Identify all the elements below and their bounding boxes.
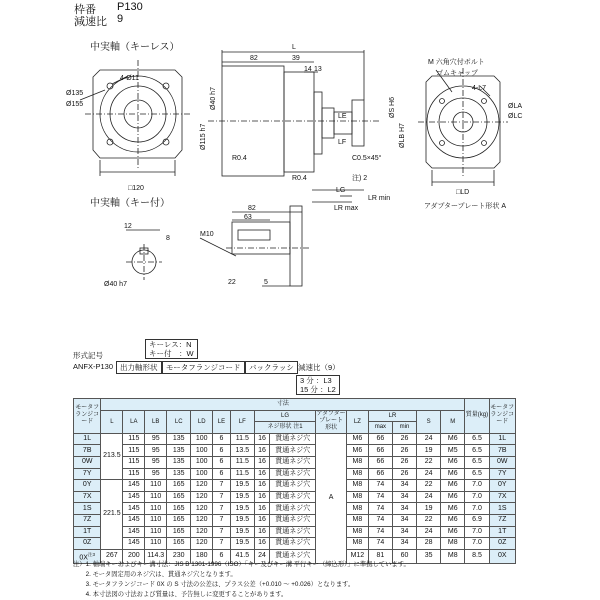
table-cell: M6	[441, 480, 465, 492]
table-cell: 1S	[489, 503, 515, 515]
table-cell: 貫通ネジ穴	[270, 445, 316, 457]
table-cell: M6	[441, 456, 465, 468]
dim-la: ØLA	[508, 103, 523, 110]
th-LE: LE	[213, 410, 231, 433]
table-cell: 22	[417, 480, 441, 492]
table-row	[74, 538, 516, 550]
table-cell: M12	[346, 549, 368, 563]
table-cell: 221.5	[101, 480, 123, 550]
table-row	[74, 433, 516, 445]
table-cell: 115	[123, 433, 145, 445]
table-cell: 120	[191, 503, 213, 515]
table-cell: 115	[123, 456, 145, 468]
table-cell: 0W	[489, 456, 515, 468]
dim-gomcap: ゴムキャップ	[436, 70, 478, 77]
table-cell: M5	[441, 445, 465, 457]
table-cell: 100	[191, 445, 213, 457]
table-cell: 7Z	[489, 514, 515, 526]
table-cell: 74	[368, 538, 392, 550]
table-cell: 120	[191, 538, 213, 550]
table-cell: M6	[441, 503, 465, 515]
table-cell: 165	[167, 526, 191, 538]
table-cell: 19.5	[230, 503, 254, 515]
section-keyed-title: 中実軸（キー付）	[90, 198, 170, 209]
table-cell: 100	[191, 468, 213, 480]
table-cell: 110	[145, 503, 167, 515]
table-cell: 22	[417, 456, 441, 468]
th-max: max	[368, 422, 392, 434]
note-1: 注）1. 軸端キーおよびキー溝寸法：JIS B 1301-1996（ISO）「キー及びキー溝 平行キー（締込形）」に準拠しています。	[73, 561, 410, 568]
table-cell: 16	[254, 514, 269, 526]
dim-d135: Ø135	[66, 90, 84, 97]
table-row	[74, 514, 516, 526]
table-cell: 34	[392, 491, 416, 503]
th-mass: 質量(kg)	[465, 399, 489, 434]
table-cell: 16	[254, 433, 269, 445]
table-cell: M8	[346, 480, 368, 492]
dim-12: 12	[124, 223, 132, 230]
section-keyless-title: 中実軸（キーレス）	[90, 42, 180, 53]
dim-d155: Ø155	[66, 101, 84, 108]
dim-lc: ØLC	[508, 113, 523, 120]
table-cell: 26	[392, 445, 416, 457]
table-cell: 6.5	[465, 433, 489, 445]
table-cell: 200	[123, 549, 145, 563]
table-cell: 100	[191, 456, 213, 468]
table-cell: 66	[368, 445, 392, 457]
table-cell: M6	[441, 433, 465, 445]
table-row	[74, 503, 516, 515]
table-cell: 180	[191, 549, 213, 563]
table-cell: 26	[392, 468, 416, 480]
th-LF: LF	[230, 410, 254, 433]
table-cell: 35	[417, 549, 441, 563]
th-M: M	[441, 410, 465, 433]
table-cell: 6	[213, 456, 231, 468]
model-label: 形式記号	[73, 351, 103, 360]
table-cell: 165	[167, 503, 191, 515]
ratio-value: 9	[117, 13, 124, 25]
table-cell: 7.0	[465, 480, 489, 492]
table-cell: 16	[254, 456, 269, 468]
th-LB: LB	[145, 410, 167, 433]
table-cell: 13.5	[230, 445, 254, 457]
table-cell: 120	[191, 526, 213, 538]
dim-lg: LG	[336, 187, 346, 194]
table-cell: M8	[346, 526, 368, 538]
table-cell: 95	[145, 433, 167, 445]
dim-lrmin: LR min	[368, 195, 391, 202]
table-cell: 41.5	[230, 549, 254, 563]
table-cell: 145	[123, 503, 145, 515]
table-cell: 165	[167, 480, 191, 492]
table-cell: 7X	[489, 491, 515, 503]
dim-22: 22	[228, 279, 236, 286]
th-adapter: アダプタープレート形状	[316, 410, 347, 433]
table-cell: 95	[145, 456, 167, 468]
table-cell: 7Y	[74, 468, 101, 480]
table-cell: 135	[167, 468, 191, 480]
shaft-end-view	[126, 230, 162, 280]
table-cell: 19.5	[230, 514, 254, 526]
motor-flange-view	[418, 68, 508, 186]
dim-14: 14	[304, 66, 312, 73]
table-cell: 19	[417, 445, 441, 457]
table-cell: 165	[167, 491, 191, 503]
dim-82b: 82	[248, 205, 256, 212]
table-cell: 165	[167, 538, 191, 550]
table-cell: 19.5	[230, 480, 254, 492]
table-cell: 145	[123, 491, 145, 503]
table-cell: M8	[346, 468, 368, 480]
table-cell: 34	[392, 514, 416, 526]
frame-value: P130	[117, 1, 143, 13]
table-cell: 1L	[489, 433, 515, 445]
table-cell: 貫通ネジ穴	[270, 549, 316, 563]
table-cell: 6.5	[465, 445, 489, 457]
table-cell: 110	[145, 538, 167, 550]
th-LC: LC	[167, 410, 191, 433]
note-2: 2. モータ固定用のネジ穴は、貫通ネジ穴となります。	[73, 571, 237, 578]
th-LG: LG	[254, 410, 315, 422]
table-cell: M8	[346, 503, 368, 515]
table-cell: 19.5	[230, 526, 254, 538]
table-cell: 145	[123, 480, 145, 492]
table-cell: 81	[368, 549, 392, 563]
dim-ld: □LD	[456, 189, 470, 196]
dim-d40: Ø40 h7	[210, 87, 217, 110]
table-cell: 16	[254, 538, 269, 550]
spec-table	[73, 398, 516, 564]
table-cell: 95	[145, 468, 167, 480]
table-cell: M6	[441, 526, 465, 538]
shaft-side-view	[200, 206, 310, 286]
dim-82: 82	[250, 55, 258, 62]
dim-s: ØS H6	[389, 96, 396, 118]
table-cell: 145	[123, 538, 145, 550]
table-cell: 145	[123, 514, 145, 526]
table-cell: 22	[417, 514, 441, 526]
table-cell: 26	[392, 433, 416, 445]
table-cell: 28	[417, 538, 441, 550]
table-cell: 24	[417, 526, 441, 538]
table-cell: 0Z	[74, 538, 101, 550]
table-cell: 74	[368, 491, 392, 503]
table-cell: 16	[254, 480, 269, 492]
table-cell: 6	[213, 445, 231, 457]
table-cell: 115	[123, 445, 145, 457]
dim-lf: LF	[338, 139, 347, 146]
table-cell: M6	[346, 433, 368, 445]
table-cell: 74	[368, 514, 392, 526]
table-cell: M8	[441, 538, 465, 550]
table-cell: 100	[191, 433, 213, 445]
table-cell: 8.5	[465, 549, 489, 563]
table-cell: 19.5	[230, 491, 254, 503]
note-4: 4. 本寸法図の寸法および質量は、予告無しに変更することがあります。	[73, 591, 288, 598]
th-LR: LR	[368, 410, 416, 422]
dim-L: L	[292, 44, 296, 51]
dim-lb: ØLB H7	[399, 123, 406, 148]
table-cell: 1T	[489, 526, 515, 538]
table-cell: 6	[213, 549, 231, 563]
dim-l7: 4-L7	[472, 85, 487, 92]
table-cell: 0Z	[489, 538, 515, 550]
table-cell: 74	[368, 526, 392, 538]
table-cell: 貫通ネジ穴	[270, 491, 316, 503]
table-cell: 74	[368, 480, 392, 492]
frame-label: 枠番	[74, 4, 96, 16]
table-cell: 114.3	[145, 549, 167, 563]
model-ratio: 減速比（9）	[298, 363, 340, 372]
dim-sq120: □120	[128, 185, 144, 192]
table-cell: 115	[123, 468, 145, 480]
table-cell: 66	[368, 456, 392, 468]
table-cell: 7	[213, 538, 231, 550]
table-cell: M6	[346, 445, 368, 457]
code-value: 0X	[79, 554, 88, 562]
table-cell: 6.5	[465, 468, 489, 480]
dim-39: 39	[292, 55, 300, 62]
table-row	[74, 456, 516, 468]
table-cell: A	[316, 433, 347, 563]
table-cell: M6	[441, 468, 465, 480]
table-cell: 7B	[489, 445, 515, 457]
table-cell: M8	[346, 456, 368, 468]
table-cell: 213.5	[101, 433, 123, 479]
table-cell: 6	[213, 468, 231, 480]
table-cell: 24	[254, 549, 269, 563]
table-row	[74, 480, 516, 492]
th-S: S	[417, 410, 441, 433]
table-cell: 34	[392, 538, 416, 550]
th-code: モータフランジコード	[74, 399, 101, 434]
dim-adapter: アダプタープレート形状 A	[424, 203, 507, 210]
table-cell: 貫通ネジ穴	[270, 456, 316, 468]
table-cell: 7	[213, 503, 231, 515]
table-cell: 165	[167, 514, 191, 526]
table-cell: 6.9	[465, 514, 489, 526]
table-cell: 貫通ネジ穴	[270, 538, 316, 550]
table-cell: 1T	[74, 526, 101, 538]
dim-8: 8	[166, 235, 170, 242]
table-cell: 120	[191, 491, 213, 503]
model-shaft-options: キーレス：N キー付 ：W	[145, 339, 198, 359]
table-cell: 135	[167, 433, 191, 445]
table-row	[74, 491, 516, 503]
model-backlash-options: 3 分 ：L3 15 分 ：L2	[296, 375, 340, 395]
table-cell: M8	[346, 538, 368, 550]
table-cell: 7Y	[489, 468, 515, 480]
table-cell: 7Z	[74, 514, 101, 526]
table-cell: M8	[441, 549, 465, 563]
table-cell: 貫通ネジ穴	[270, 468, 316, 480]
table-cell: 95	[145, 445, 167, 457]
dim-63: 63	[244, 214, 252, 221]
th-LZ: LZ	[346, 410, 368, 433]
table-cell: 24	[417, 433, 441, 445]
th-dims: 寸法	[101, 399, 465, 411]
table-cell: 7	[213, 480, 231, 492]
th-LD: LD	[191, 410, 213, 433]
table-cell: 貫通ネジ穴	[270, 526, 316, 538]
table-cell: 19.5	[230, 538, 254, 550]
table-cell: 110	[145, 526, 167, 538]
table-cell: 34	[392, 503, 416, 515]
table-cell: 74	[368, 503, 392, 515]
table-cell: 16	[254, 503, 269, 515]
th-LG-sub: ネジ形状 注1	[254, 422, 315, 434]
table-cell: 6.5	[465, 456, 489, 468]
table-cell: 34	[392, 526, 416, 538]
table-cell: 34	[392, 480, 416, 492]
dim-le: LE	[338, 113, 347, 120]
table-cell: 16	[254, 468, 269, 480]
table-cell: 11.5	[230, 468, 254, 480]
model-backlash: バックラッシ	[245, 361, 298, 374]
model-flange: モータフランジコード	[162, 361, 245, 374]
table-cell: 110	[145, 491, 167, 503]
table-row	[74, 468, 516, 480]
dim-m-bolt: M 六角穴付ボルト	[428, 59, 485, 66]
dim-13: 13	[314, 66, 322, 73]
table-row	[74, 526, 516, 538]
th-code2: モータフランジコード	[489, 399, 515, 434]
table-cell: 120	[191, 514, 213, 526]
table-cell: 66	[368, 468, 392, 480]
table-cell: 0Y	[74, 480, 101, 492]
table-cell: 19	[417, 503, 441, 515]
dim-holes: 4-Ø11	[120, 75, 139, 82]
table-cell: 7	[213, 514, 231, 526]
table-cell: 60	[392, 549, 416, 563]
table-cell: 7.0	[465, 538, 489, 550]
dim-lrmax: LR max	[334, 205, 359, 212]
table-cell: 230	[167, 549, 191, 563]
model-shaft: 出力軸形状	[116, 361, 162, 374]
table-cell: 16	[254, 526, 269, 538]
table-cell: M8	[346, 514, 368, 526]
dim-d115: Ø115 h7	[200, 123, 207, 150]
table-cell: 貫通ネジ穴	[270, 433, 316, 445]
notes	[73, 560, 593, 600]
dim-d40b: Ø40 h7	[104, 281, 127, 288]
dim-r04: R0.4	[232, 155, 247, 162]
table-cell: 120	[191, 480, 213, 492]
table-cell: 110	[145, 514, 167, 526]
table-cell: 貫通ネジ穴	[270, 503, 316, 515]
model-prefix: ANFX-P130	[73, 362, 114, 371]
th-LA: LA	[123, 410, 145, 433]
table-cell: 24	[417, 491, 441, 503]
table-cell: M8	[346, 491, 368, 503]
table-cell: M6	[441, 514, 465, 526]
table-cell: 貫通ネジ穴	[270, 480, 316, 492]
table-cell: 267	[101, 549, 123, 563]
code-note: 注3	[87, 551, 95, 557]
table-cell: 1L	[74, 433, 101, 445]
table-cell: 145	[123, 526, 145, 538]
th-min: min	[392, 422, 416, 434]
table-cell: 11.5	[230, 433, 254, 445]
table-cell: 7	[213, 526, 231, 538]
table-cell: 26	[392, 456, 416, 468]
note-3: 3. モータフランジコード 0X の S 寸法の公差は、プラス公差（+0.010 〜 +0.026）となります。	[73, 581, 355, 588]
table-cell: 135	[167, 445, 191, 457]
table-cell: 16	[254, 491, 269, 503]
table-cell: 7.0	[465, 491, 489, 503]
table-cell: 0Y	[489, 480, 515, 492]
table-cell: 7B	[74, 445, 101, 457]
table-cell: 1S	[74, 503, 101, 515]
table-cell: 135	[167, 456, 191, 468]
table-cell: 16	[254, 445, 269, 457]
table-cell: 66	[368, 433, 392, 445]
table-cell: 7.0	[465, 526, 489, 538]
table-cell: 7.0	[465, 503, 489, 515]
table-cell: 0X	[489, 549, 515, 563]
table-cell: M6	[441, 491, 465, 503]
dim-c05: C0.5×45°	[352, 155, 382, 162]
table-cell: 110	[145, 480, 167, 492]
dim-note2: 注) 2	[352, 175, 368, 182]
dim-m10: M10	[200, 231, 214, 238]
table-cell: 0W	[74, 456, 101, 468]
table-cell: 6	[213, 433, 231, 445]
table-cell: 24	[417, 468, 441, 480]
table-cell: 貫通ネジ穴	[270, 514, 316, 526]
dim-r04-2: R0.4	[292, 175, 307, 182]
table-cell: 7X	[74, 491, 101, 503]
th-L: L	[101, 410, 123, 433]
ratio-label: 減速比	[74, 16, 107, 28]
dim-5: 5	[264, 279, 268, 286]
table-cell: 11.5	[230, 456, 254, 468]
table-cell: 7	[213, 491, 231, 503]
table-row	[74, 445, 516, 457]
